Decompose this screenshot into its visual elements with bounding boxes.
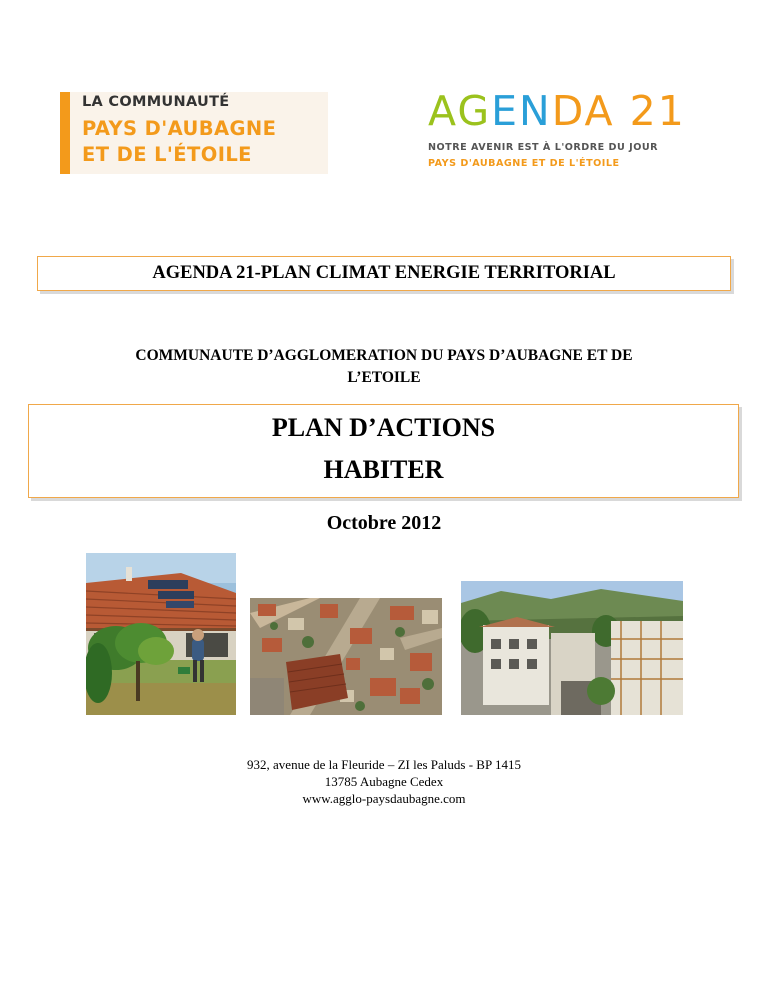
solar-house-photo <box>86 553 236 715</box>
main-title: PLAN D’ACTIONS <box>271 413 496 442</box>
construction-site-photo <box>461 581 683 715</box>
address-street: 932, avenue de la Fleuride – ZI les Paluds - BP 1415 <box>247 757 521 772</box>
logo-line-1: LA COMMUNAUTÉ <box>82 94 230 110</box>
communaute-logo <box>60 92 328 174</box>
header-title: AGENDA 21-PLAN CLIMAT ENERGIE TERRITORIAL <box>152 263 616 283</box>
agenda21-tagline: NOTRE AVENIR EST À L'ORDRE DU JOUR <box>428 142 659 153</box>
address-city: 13785 Aubagne Cedex <box>324 774 444 789</box>
organization-name <box>20 345 748 389</box>
agenda21-wordmark: AGENDA 21 <box>428 87 686 135</box>
contact-address <box>0 756 768 807</box>
organization-name-line-1: COMMUNAUTE D’AGGLOMERATION DU PAYS D’AUBAGNE ET DE <box>135 347 633 364</box>
organization-name-line-2: L’ETOILE <box>347 369 421 386</box>
agenda21-territory: PAYS D'AUBAGNE ET DE L'ÉTOILE <box>428 158 620 169</box>
logo-line-2: PAYS D'AUBAGNE <box>82 117 277 140</box>
logo-line-3: ET DE L'ÉTOILE <box>82 143 252 166</box>
document-date: Octobre 2012 <box>326 512 442 534</box>
main-subtitle: HABITER <box>323 455 444 484</box>
logo-bar <box>60 92 70 174</box>
main-title-box <box>28 404 739 498</box>
aerial-city-photo <box>250 598 442 715</box>
website-link[interactable]: www.agglo-paysdaubagne.com <box>302 791 466 806</box>
header-title-box <box>37 256 731 291</box>
agenda21-logo <box>428 88 720 180</box>
